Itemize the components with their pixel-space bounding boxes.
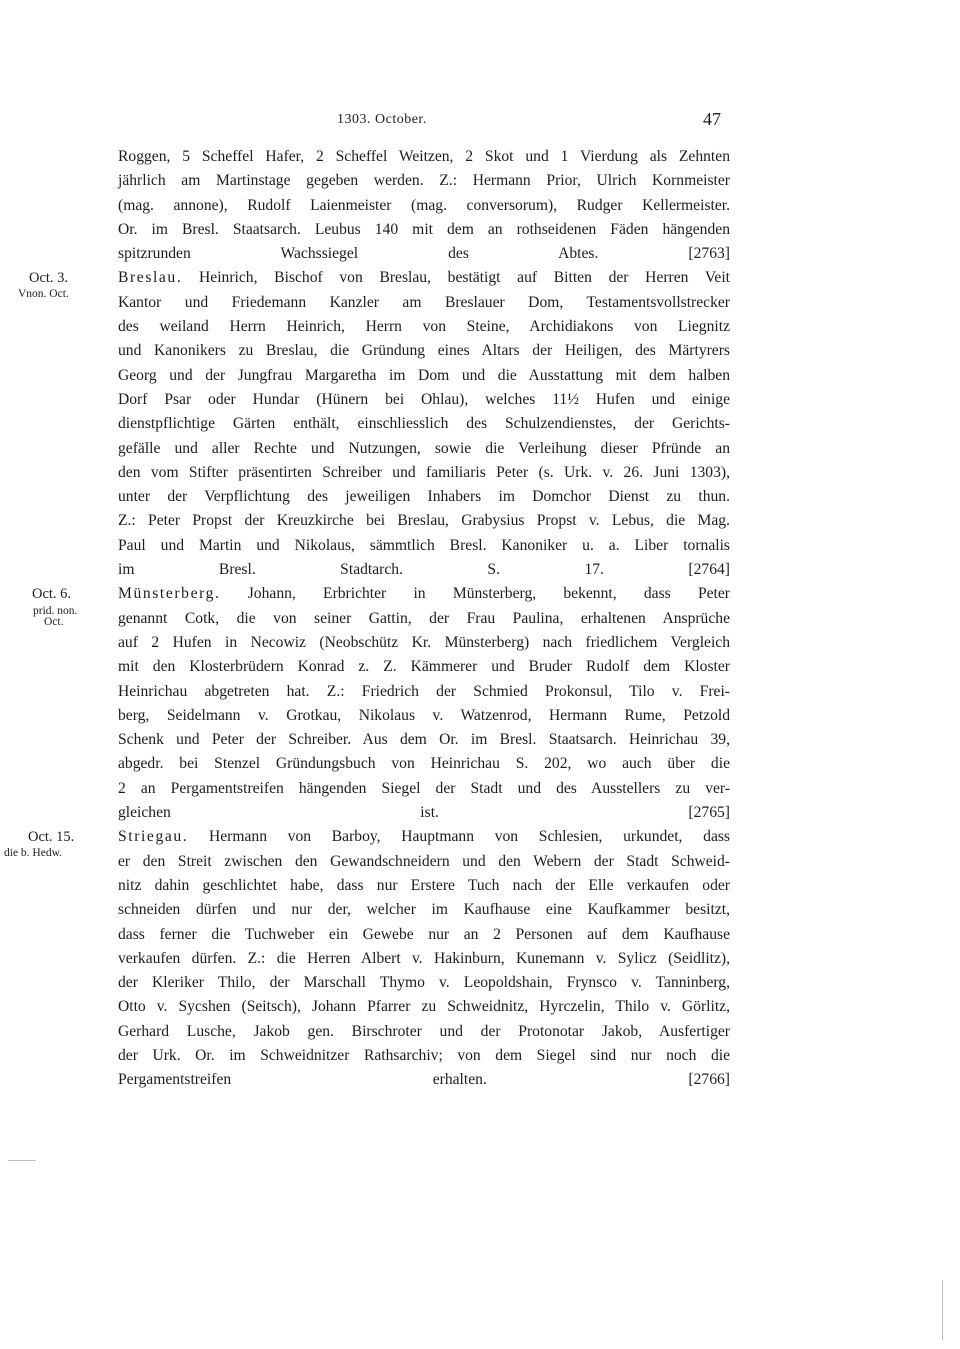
document-entry-2765 bbox=[32, 582, 730, 825]
text-line: Kantor und Friedemann Kanzler am Breslauer Dom, Testamentsvollstrecker bbox=[118, 293, 730, 311]
text-line: unter der Verpflichtung des jeweiligen Inhabers im Domchor Dienst zu thun. bbox=[118, 488, 730, 506]
page-body bbox=[4, 145, 730, 1093]
text-line: und Kanonikers zu Breslau, die Gründung eines Altars der Heiligen, des Märtyrers bbox=[118, 342, 730, 360]
document-number: [2764] bbox=[688, 561, 730, 579]
text-line: jährlich am Martinstage gegeben werden. Z.: Hermann Prior, Ulrich Kornmeister bbox=[118, 172, 730, 190]
document-number: [2765] bbox=[688, 804, 730, 822]
margin-date: Oct. 15. bbox=[28, 829, 75, 846]
margin-feast-day: Vnon. Oct. bbox=[18, 287, 69, 300]
place-name: Striegau. bbox=[118, 828, 189, 846]
text-line: Otto v. Sycshen (Seitsch), Johann Pfarrer zu Schweidnitz, Hyrczelin, Thilo v. Görlitz, bbox=[118, 998, 730, 1016]
line-text: gleichen ist. bbox=[118, 804, 439, 822]
document-entry-2766 bbox=[4, 825, 730, 1092]
text-line: Schenk und Peter der Schreiber. Aus dem Or. im Bresl. Staatsarch. Heinrichau 39, bbox=[118, 731, 730, 749]
line-text: im Bresl. Stadtarch. S. 17. bbox=[118, 561, 604, 579]
text-line: berg, Seidelmann v. Grotkau, Nikolaus v. Watzenrod, Hermann Rume, Petzold bbox=[118, 706, 730, 724]
text-line: dass ferner die Tuchweber ein Gewebe nur an 2 Personen auf dem Kaufhause bbox=[118, 925, 730, 943]
document-number: [2763] bbox=[688, 245, 730, 263]
line-text: Hermann von Barboy, Hauptmann von Schlesien, urkundet, dass bbox=[208, 828, 730, 846]
text-line-first bbox=[118, 582, 730, 606]
scan-mark-right bbox=[942, 1280, 943, 1340]
text-line-last bbox=[118, 801, 730, 825]
text-line: verkaufen dürfen. Z.: die Herren Albert v. Hakinburn, Kunemann v. Sylicz (Seidlitz), bbox=[118, 949, 730, 967]
text-line: den vom Stifter präsentirten Schreiber und familiaris Peter (s. Urk. v. 26. Juni 1303), bbox=[118, 463, 730, 481]
document-entry-2764 bbox=[18, 266, 730, 582]
place-name: Münsterberg. bbox=[118, 585, 221, 603]
text-line: schneiden dürfen und nur der, welcher im Kaufhause eine Kaufkammer besitzt, bbox=[118, 901, 730, 919]
text-line: auf 2 Hufen in Necowiz (Neobschütz Kr. Münsterberg) nach friedlichem Vergleich bbox=[118, 633, 730, 651]
page-number: 47 bbox=[703, 109, 721, 129]
text-line: Georg und der Jungfrau Margaretha im Dom und die Ausstattung mit dem halben bbox=[118, 366, 730, 384]
text-line-last bbox=[118, 242, 730, 266]
line-text: Heinrich, Bischof von Breslau, bestätigt auf Bitten der Herren Veit bbox=[199, 269, 730, 287]
margin-date: Oct. 3. bbox=[29, 270, 69, 287]
margin-feast-day-cont: Oct. bbox=[44, 615, 64, 628]
text-line-first bbox=[118, 266, 730, 290]
document-entry-2763 bbox=[118, 145, 730, 266]
document-number: [2766] bbox=[688, 1071, 730, 1089]
margin-note bbox=[0, 266, 112, 300]
margin-note bbox=[0, 825, 112, 859]
text-line: abgedr. bei Stenzel Gründungsbuch von Heinrichau S. 202, wo auch über die bbox=[118, 755, 730, 773]
line-text: Johann, Erbrichter in Münsterberg, bekennt, dass Peter bbox=[247, 585, 730, 603]
text-line: (mag. annone), Rudolf Laienmeister (mag. conversorum), Rudger Kellermeister. bbox=[118, 196, 730, 214]
margin-feast-day: prid. non. bbox=[33, 604, 78, 617]
text-line-last bbox=[118, 558, 730, 582]
text-line-last bbox=[118, 1068, 730, 1092]
place-name: Breslau. bbox=[118, 269, 183, 287]
text-line: der Urk. Or. im Schweidnitzer Rathsarchiv; von dem Siegel sind nur noch die bbox=[118, 1046, 730, 1064]
text-line: Dorf Psar oder Hundar (Hünern bei Ohlau), welches 11½ Hufen und einige bbox=[118, 390, 730, 408]
text-line: der Kleriker Thilo, der Marschall Thymo v. Leopoldshain, Frynsco v. Tanninberg, bbox=[118, 974, 730, 992]
text-line: dienstpflichtige Gärten enthält, einschliesslich des Schulzendienstes, der Gerichts- bbox=[118, 415, 730, 433]
margin-note bbox=[0, 582, 112, 628]
text-line: Roggen, 5 Scheffel Hafer, 2 Scheffel Weitzen, 2 Skot und 1 Vierdung als Zehnten bbox=[118, 148, 730, 165]
text-line: Or. im Bresl. Staatsarch. Leubus 140 mit dem an rothseidenen Fäden hängenden bbox=[118, 220, 730, 238]
text-line: nitz dahin geschlichtet habe, dass nur Erstere Tuch nach der Elle verkaufen oder bbox=[118, 876, 730, 894]
text-line: Heinrichau abgetreten hat. Z.: Friedrich der Schmied Prokonsul, Tilo v. Frei- bbox=[118, 682, 730, 700]
line-text: Pergamentstreifen erhalten. bbox=[118, 1071, 487, 1089]
text-line: Z.: Peter Propst der Kreuzkirche bei Breslau, Grabysius Propst v. Lebus, die Mag. bbox=[118, 512, 730, 530]
text-line: genannt Cotk, die von seiner Gattin, der Frau Paulina, erhaltenen Ansprüche bbox=[118, 609, 730, 627]
text-line: 2 an Pergamentstreifen hängenden Siegel der Stadt und des Ausstellers zu ver- bbox=[118, 779, 730, 797]
text-line: er den Streit zwischen den Gewandschneidern und den Webern der Stadt Schweid- bbox=[118, 852, 730, 870]
scan-mark-left bbox=[8, 1160, 36, 1161]
margin-date: Oct. 6. bbox=[32, 586, 72, 603]
text-line-first bbox=[118, 825, 730, 849]
text-line: Gerhard Lusche, Jakob gen. Birschroter und der Protonotar Jakob, Ausfertiger bbox=[118, 1022, 730, 1040]
margin-feast-day: die b. Hedw. bbox=[4, 846, 63, 859]
line-text: spitzrunden Wachssiegel des Abtes. bbox=[118, 245, 599, 263]
running-title: 1303. October. bbox=[337, 112, 427, 127]
text-line: des weiland Herrn Heinrich, Herrn von Steine, Archidiakons von Liegnitz bbox=[118, 318, 730, 336]
text-line: Paul und Martin und Nikolaus, sämmtlich Bresl. Kanoniker u. a. Liber tornalis bbox=[118, 536, 730, 554]
text-line: mit den Klosterbrüdern Konrad z. Z. Kämmerer und Bruder Rudolf dem Kloster bbox=[118, 658, 730, 676]
page-header bbox=[0, 109, 960, 132]
text-line: gefälle und aller Rechte und Nutzungen, sowie die Verleihung dieser Pfründe an bbox=[118, 439, 730, 457]
